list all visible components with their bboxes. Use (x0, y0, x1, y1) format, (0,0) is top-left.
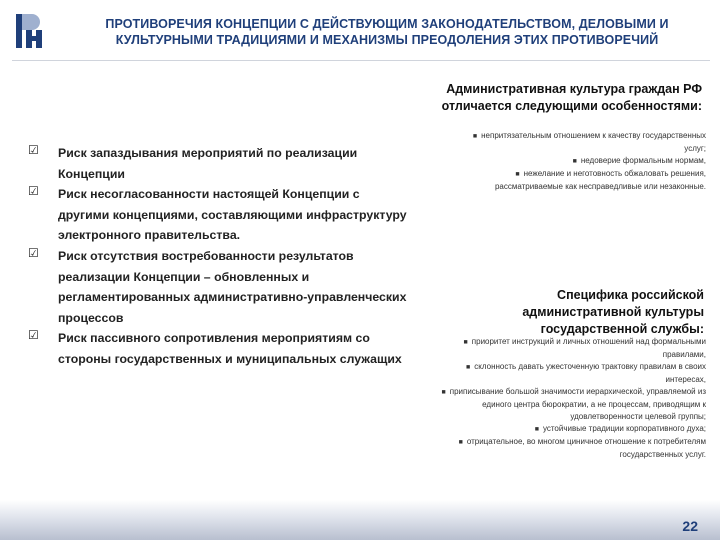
checkbox-icon: ☑ (28, 184, 39, 199)
admin-culture-title: Административная культура граждан РФ отличается следующими особенностями: (441, 82, 702, 113)
checkbox-icon: ☑ (28, 328, 39, 343)
bullet-icon: ■ (534, 426, 539, 433)
risk-text: Риск пассивного сопротивления мероприятиям со стороны государственных и муниципальных служащих (58, 331, 402, 366)
list-item: ■ приписывание большой значимости иерархической, управляемой из единого центра бюрократии, а не процессам, приводящим к удовлетворенности целевой группы; (441, 387, 706, 421)
list-item: ■ отрицательное, во многом циничное отношение к потребителям государственных услуг. (458, 437, 706, 459)
bullet-icon: ■ (572, 158, 577, 165)
risk-item (28, 184, 408, 246)
risk-item (28, 328, 408, 369)
checkbox-icon: ☑ (28, 245, 39, 260)
list-item: ■ нежелание и неготовность обжаловать решения, рассматриваемые как несправедливые или незаконные. (494, 169, 706, 191)
bullet-icon: ■ (466, 364, 471, 371)
header-divider (12, 60, 710, 61)
civil-service-title: Специфика российской административной культуры государственной службы: (522, 288, 704, 336)
risk-list (28, 143, 408, 370)
risk-text: Риск запаздывания мероприятий по реализации Концепции (58, 146, 358, 181)
page-title: ПРОТИВОРЕЧИЯ КОНЦЕПЦИИ С ДЕЙСТВУЮЩИМ ЗАКОНОДАТЕЛЬСТВОМ, ДЕЛОВЫМИ И КУЛЬТУРНЫМИ ТРАДИЦИЯМИ И МЕХАНИЗМЫ ПРЕОДОЛЕНИЯ ЭТИХ ПРОТИВОРЕЧИЙ (105, 17, 669, 47)
bullet-icon: ■ (441, 389, 446, 396)
list-item: ■ склонность давать ужесточенную трактовку правилам в своих интересах, (466, 362, 706, 384)
bullet-icon: ■ (515, 171, 520, 178)
civil-service-list (440, 336, 706, 461)
bullet-icon: ■ (458, 439, 463, 446)
risk-text: Риск несогласованности настоящей Концепции с другими концепциями, составляющими инфраструктуру электронного правительства. (58, 187, 407, 243)
checkbox-icon: ☑ (28, 143, 39, 157)
list-item: ■ непритязательным отношением к качеству государственных услуг; (472, 131, 706, 153)
admin-culture-section (430, 81, 702, 115)
risk-text: Риск отсутствия востребованности результатов реализации Концепции – обновленных и регламентированных административно-управленческих процессов (58, 248, 407, 325)
footer-bar (0, 500, 720, 540)
hse-logo-icon (10, 10, 50, 52)
bullet-icon: ■ (463, 339, 468, 346)
civil-service-section (480, 287, 704, 338)
list-item: ■ приоритет инструкций и личных отношений над формальными правилами, (463, 337, 706, 359)
risk-item (28, 246, 408, 328)
risk-item (28, 143, 408, 184)
page-number: 22 (682, 518, 698, 534)
list-item: ■ устойчивые традиции корпоративного духа; (534, 424, 706, 433)
admin-culture-list (450, 130, 706, 193)
list-item: ■ недоверие формальным нормам, (572, 156, 706, 165)
bullet-icon: ■ (472, 133, 478, 140)
